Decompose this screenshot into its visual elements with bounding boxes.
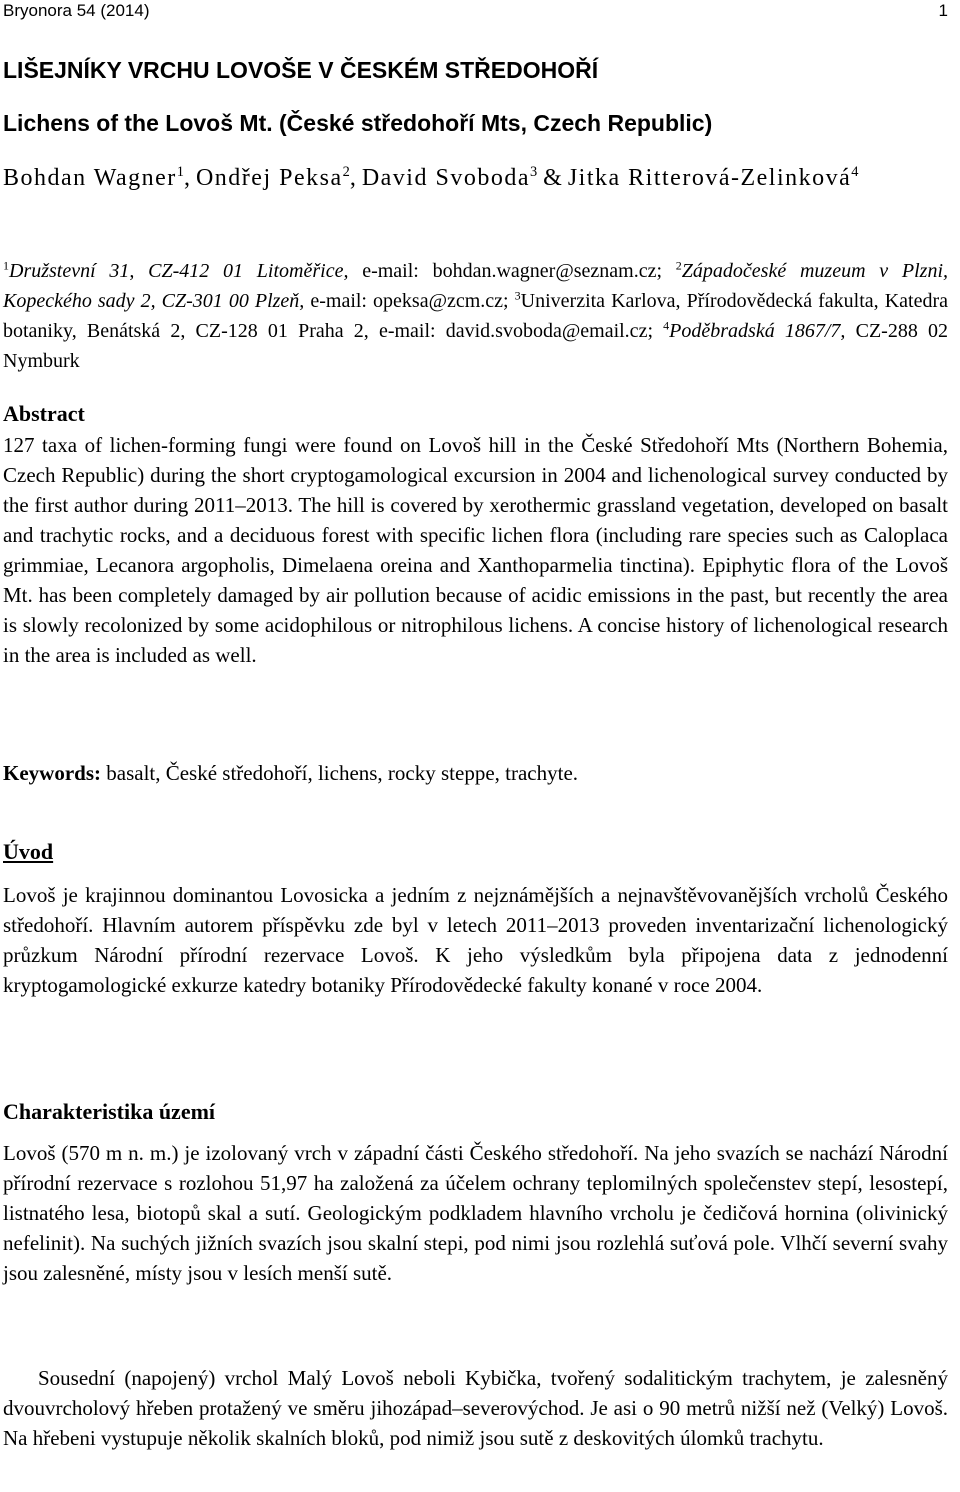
affiliation-text: CZ-288 02 Nymburk — [3, 320, 948, 372]
author-separator: , — [183, 165, 196, 191]
author-separator: , — [349, 165, 362, 191]
affiliation-marker: 4 — [663, 318, 670, 333]
keywords-label: Keywords: — [3, 761, 101, 785]
affiliation-text: Univerzita Karlova, Přírodovědecká fakulta, Katedra botaniky, Benátská 2, CZ-128 01 Praha 2, e-mail: david.svoboda@email.cz; — [3, 290, 948, 342]
affiliation-email: e-mail: bohdan.wagner@seznam.cz; — [362, 260, 676, 282]
affiliations — [3, 256, 948, 376]
charakteristika-paragraph-2: Sousední (napojený) vrchol Malý Lovoš neboli Kybička, tvořený sodalitickým trachytem, je zalesněný dvouvrcholový hřeben protažený ve směru jihozápad–severovýchod. Je asi o 90 metrů nižší než (Velký) Lovoš. Na hřebeni vystupuje několik skalních bloků, pod nimiž jsou sutě z deskovitých úlomků trachytu. — [3, 1366, 948, 1450]
affiliation-email: e-mail: opeksa@zcm.cz; — [310, 290, 515, 312]
author-list — [3, 163, 948, 193]
abstract-heading: Abstract — [3, 401, 85, 426]
page-number: 1 — [938, 1, 948, 20]
uvod-heading: Úvod — [3, 839, 54, 864]
affiliation-marker: 2 — [675, 258, 682, 273]
abstract-text: 127 taxa of lichen-forming fungi were found on Lovoš hill in the České Středohoří Mts (Northern Bohemia, Czech Republic) during the short cryptogamological excursion in 2004 and lichenological survey conducted by the first author during 2011–2013. The hill is covered by xerothermic grassland vegetation, developed on basalt and trachytic rocks, and a deciduous forest with specific lichen flora (including rare species such as Caloplaca grimmiae, Lecanora argopholis, Dimelaena oreina and Xanthoparmelia tinctina). Epiphytic flora of the Lovoš Mt. has been completely damaged by air pollution because of acidic emissions in the past, but recently the area is slowly recolonized by some acidophilous or nitrophilous lichens. A concise history of lichenological research in the area is included as well. — [3, 433, 948, 667]
affiliation-marker: 4 — [851, 164, 859, 180]
author-name: Bohdan Wagner — [3, 165, 177, 191]
affiliation-text: Poděbradská 1867/7, — [669, 320, 856, 342]
affiliation-marker: 2 — [342, 164, 350, 180]
affiliation-marker: 3 — [514, 288, 521, 303]
running-header — [3, 0, 948, 22]
keywords — [3, 758, 948, 788]
affiliation-marker: 3 — [529, 164, 538, 180]
article-subtitle: Lichens of the Lovoš Mt. (České středohoří Mts, Czech Republic) — [3, 110, 713, 136]
author-separator: & — [537, 165, 568, 191]
affiliation-marker: 1 — [176, 164, 184, 180]
affiliation-text: Západočeské muzeum v Plzni, Kopeckého sady 2, CZ-301 00 Plzeň, — [3, 260, 949, 312]
author-name: Jitka Ritterová-Zelinková — [567, 165, 852, 191]
author-name: David Svoboda — [361, 165, 530, 191]
keywords-text: basalt, České středohoří, lichens, rocky steppe, trachyte. — [101, 761, 579, 785]
journal-citation: Bryonora 54 (2014) — [3, 1, 150, 20]
author-name: Ondřej Peksa — [195, 165, 343, 191]
affiliation-text: Družstevní 31, CZ-412 01 Litoměřice, — [9, 260, 363, 282]
charakteristika-paragraph-1: Lovoš (570 m n. m.) je izolovaný vrch v západní části Českého středohoří. Na jeho svazích se nachází Národní přírodní rezervace s rozlohou 51,97 ha založená za účelem ochrany teplomilných společenstev stepí, lesostepí, listnatého lesa, biotopů skal a sutí. Geologickým podkladem hlavního vrcholu je čedičová hornina (olivinický nefelinit). Na suchých jižních svazích jsou skalní stepi, pod nimi jsou rozlehlá suťová pole. Vlhčí severní svahy jsou zalesněné, místy jsou v lesích menší sutě. — [3, 1141, 948, 1285]
charakteristika-heading: Charakteristika území — [3, 1099, 216, 1124]
uvod-text: Lovoš je krajinnou dominantou Lovosicka a jedním z nejznámějších a nejnavštěvovanějších vrcholů Českého středohoří. Hlavním autorem příspěvku zde byl v letech 2011–2013 proveden inventarizační lichenologický průzkum Národní přírodní rezervace Lovoš. K jeho výsledkům byla připojena data z jednodenní kryptogamologické exkurze katedry botaniky Přírodovědecké fakulty konané v roce 2004. — [3, 883, 948, 997]
affiliation-marker: 1 — [3, 258, 9, 273]
article-title: LIŠEJNÍKY VRCHU LOVOŠE V ČESKÉM STŘEDOHOŘÍ — [3, 57, 599, 83]
